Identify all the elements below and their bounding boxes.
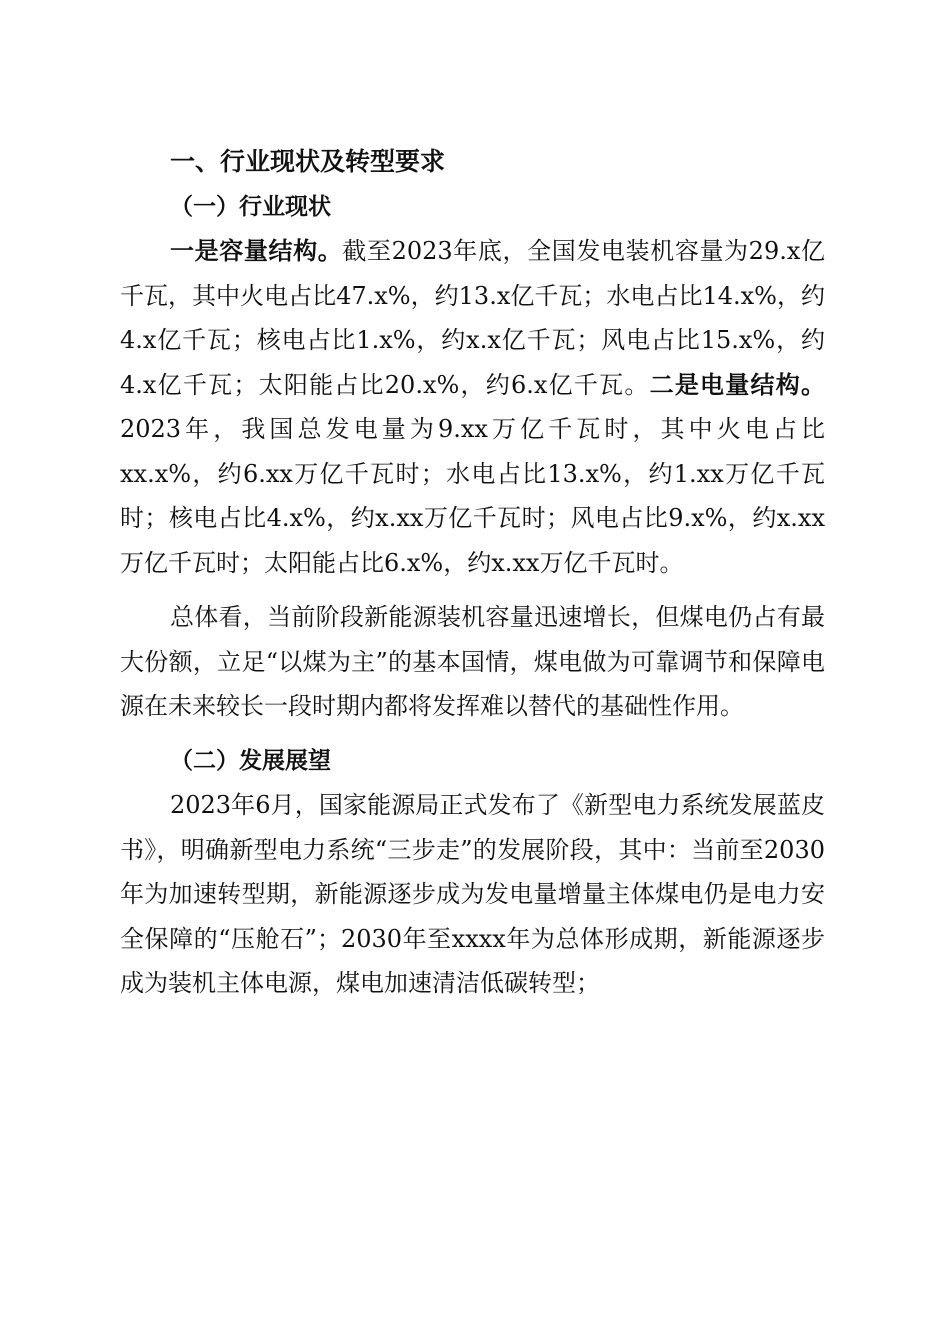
paragraph-capacity-text: 截至2023年底，全国发电装机容量为29.x亿千瓦，其中火电占比47.x%，约13.x亿千瓦；水电占比14.x%，约4.x亿千瓦；核电占比1.x%，约x.x亿千瓦；风电占比15.x%，约4.x亿千瓦；太阳能占比20.x%，约6.x亿千瓦。 <box>120 237 825 399</box>
subsection-title-status: （一）行业现状 <box>170 193 331 220</box>
paragraph-generation-text: 2023年，我国总发电量为9.xx万亿千瓦时，其中火电占比xx.x%，约6.xx万亿千瓦时；水电占比13.x%，约1.xx万亿千瓦时；核电占比4.x%，约x.xx万亿千瓦时；风电占比9.x%，约x.xx万亿千瓦时；太阳能占比6.x%，约x.xx万亿千瓦时。 <box>120 415 825 577</box>
paragraph-capacity-lead: 一是容量结构。 <box>170 237 343 265</box>
subsection-title-outlook: （二）发展展望 <box>170 747 331 774</box>
paragraph-summary: 总体看，当前阶段新能源装机容量迅速增长，但煤电仍占有最大份额，立足“以煤为主”的基本国情，煤电做为可靠调节和保障电源在未来较长一段时期内都将发挥难以替代的基础性作用。 <box>120 603 825 720</box>
paragraph-generation-lead: 二是电量结构。 <box>649 370 825 399</box>
paragraph-outlook: 2023年6月，国家能源局正式发布了《新型电力系统发展蓝皮书》，明确新型电力系统“三步走”的发展阶段，其中：当前至2030年为加速转型期，新能源逐步成为发电量增量主体煤电仍是电力安全保障的“压舱石”；2030年至xxxx年为总体形成期，新能源逐步成为装机主体电源，煤电加速清洁低碳转型； <box>120 791 825 997</box>
document-body <box>120 140 825 1006</box>
paragraph-capacity <box>120 229 825 585</box>
section-title: 一、行业现状及转型要求 <box>170 147 446 176</box>
